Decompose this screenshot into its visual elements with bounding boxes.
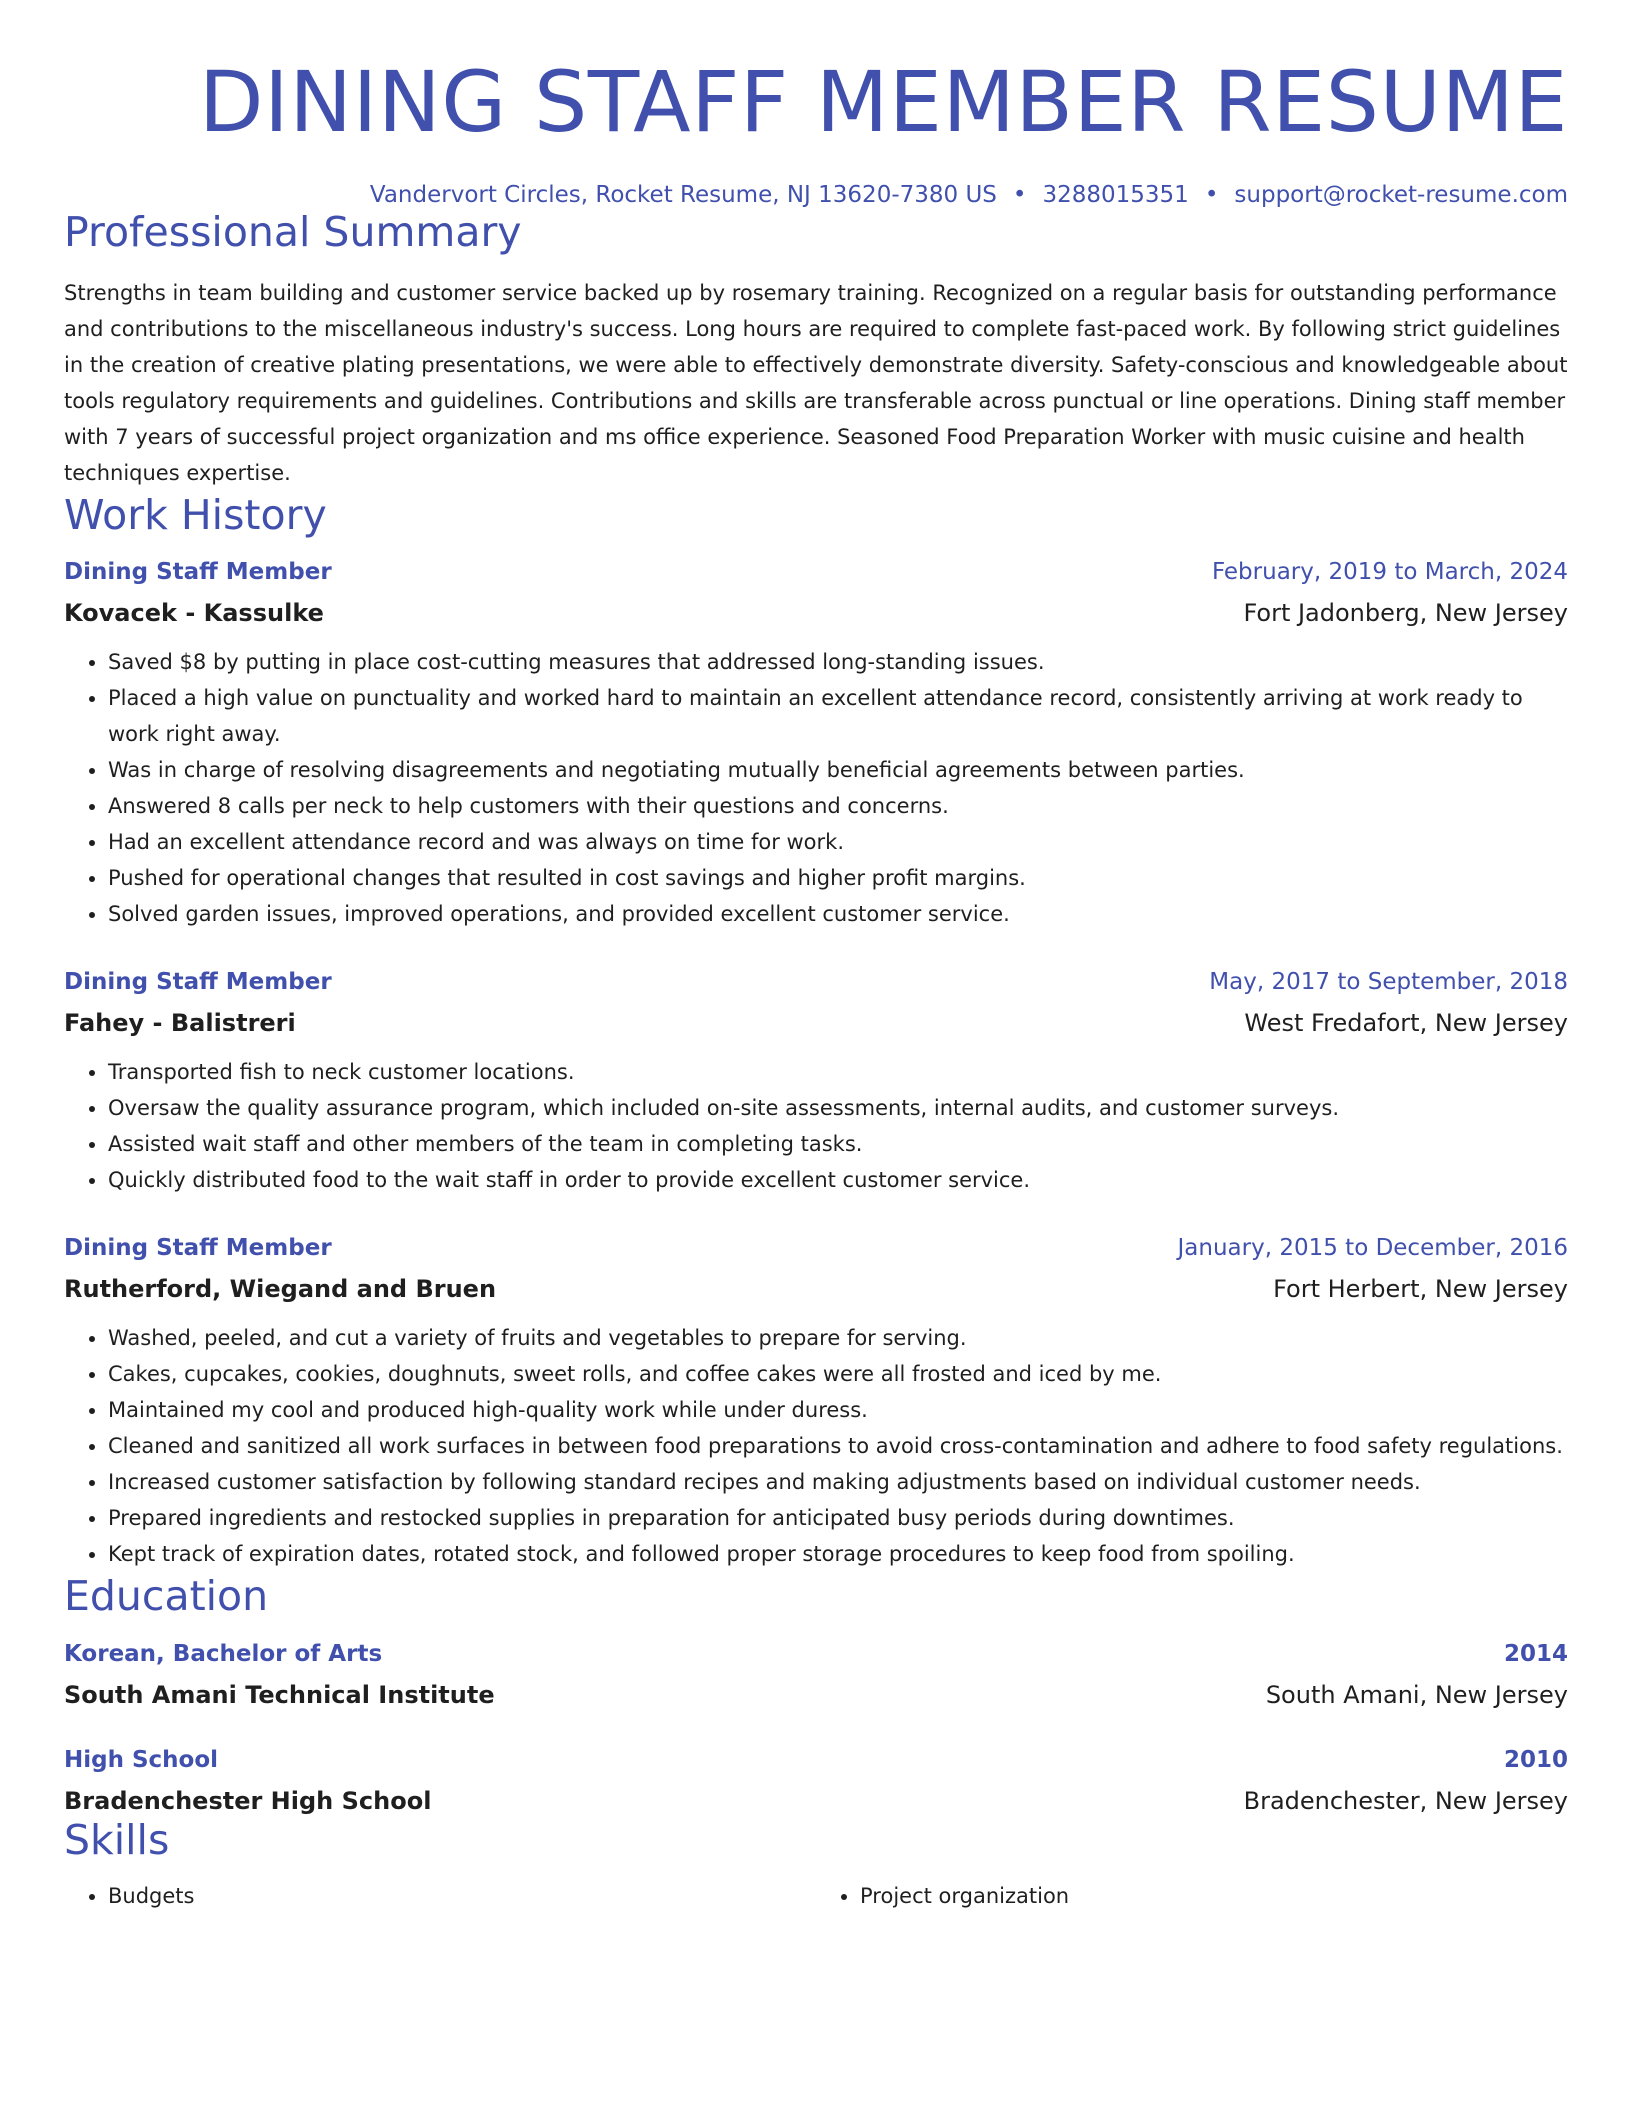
job-dates: February, 2019 to March, 2024 (1211, 559, 1568, 586)
job-role: Dining Staff Member (64, 969, 332, 996)
contact-phone: 3288015351 (1042, 182, 1189, 208)
job-company: Rutherford, Wiegand and Bruen (64, 1275, 497, 1304)
job-bullet: • Pushed for operational changes that resulted in cost savings and higher profit margins. (108, 860, 1568, 896)
job-bullet: • Transported fish to neck customer locations. (108, 1054, 1568, 1090)
contact-separator: • (1204, 182, 1219, 208)
job-company: Kovacek - Kassulke (64, 599, 324, 628)
job-entry (64, 968, 1568, 1198)
job-location: West Fredafort, New Jersey (1244, 1009, 1568, 1038)
job-entry (64, 1234, 1568, 1572)
education-degree: High School (64, 1746, 219, 1773)
job-bullet: • Maintained my cool and produced high-quality work while under duress. (108, 1392, 1568, 1428)
education-location: South Amani, New Jersey (1265, 1680, 1568, 1709)
job-bullet: • Cleaned and sanitized all work surfaces in between food preparations to avoid cross-contamination and adhere to food safety regulations. (108, 1428, 1568, 1464)
job-location: Fort Jadonberg, New Jersey (1243, 599, 1568, 628)
summary-text: Strengths in team building and customer service backed up by rosemary training. Recognized on a regular basis for outstanding performance and contributions to the miscellaneous industry's success. Long hours are required to complete fast-paced work. By following strict guidelines in the creation of creative plating presentations, we were able to effectively demonstrate diversity. Safety-conscious and knowledgeable about tools regulatory requirements and guidelines. Contributions and skills are transferable across punctual or line operations. Dining staff member with 7 years of successful project organization and ms office experience. Seasoned Food Preparation Worker with music cuisine and health techniques expertise. (64, 281, 1568, 486)
job-bullet: • Saved $8 by putting in place cost-cutting measures that addressed long-standing issues. (108, 644, 1568, 680)
work-history-heading: Work History (64, 491, 327, 540)
job-dates: May, 2017 to September, 2018 (1209, 969, 1568, 996)
contact-separator: • (1012, 182, 1027, 208)
education-year: 2014 (1503, 1640, 1568, 1667)
job-bullet: • Washed, peeled, and cut a variety of fruits and vegetables to prepare for serving. (108, 1320, 1568, 1356)
job-bullet: • Assisted wait staff and other members of the team in completing tasks. (108, 1126, 1568, 1162)
job-dates: January, 2015 to December, 2016 (1177, 1235, 1568, 1262)
contact-email[interactable]: support@rocket-resume.com (1234, 182, 1568, 208)
contact-line (64, 182, 1568, 208)
job-bullet: • Cakes, cupcakes, cookies, doughnuts, sweet rolls, and coffee cakes were all frosted and iced by me. (108, 1356, 1568, 1392)
skill-item: • Project organization (860, 1879, 1568, 1913)
job-bullet: • Oversaw the quality assurance program, which included on-site assessments, internal audits, and customer surveys. (108, 1090, 1568, 1126)
skills-column-right (816, 1879, 1568, 1913)
job-bullet: • Had an excellent attendance record and was always on time for work. (108, 824, 1568, 860)
education-entry (64, 1640, 1568, 1710)
job-role: Dining Staff Member (64, 559, 332, 586)
education-school: Bradenchester High School (64, 1786, 432, 1815)
job-bullet: • Answered 8 calls per neck to help customers with their questions and concerns. (108, 788, 1568, 824)
resume-title: DINING STAFF MEMBER RESUME (198, 53, 1568, 151)
education-location: Bradenchester, New Jersey (1243, 1786, 1568, 1815)
summary-heading: Professional Summary (64, 208, 522, 256)
job-bullet: • Solved garden issues, improved operations, and provided excellent customer service. (108, 896, 1568, 932)
contact-address: Vandervort Circles, Rocket Resume, NJ 13620-7380 US (369, 182, 997, 208)
job-bullets (64, 1320, 1568, 1572)
job-bullet: • Placed a high value on punctuality and worked hard to maintain an excellent attendance record, consistently arriving at work ready to work right away. (108, 680, 1568, 752)
job-entry (64, 558, 1568, 932)
job-bullet: • Quickly distributed food to the wait staff in order to provide excellent customer service. (108, 1162, 1568, 1198)
job-location: Fort Herbert, New Jersey (1273, 1275, 1568, 1304)
education-degree: Korean, Bachelor of Arts (64, 1640, 383, 1667)
education-school: South Amani Technical Institute (64, 1680, 495, 1709)
skills-list (64, 1879, 1568, 1913)
job-bullet: • Kept track of expiration dates, rotated stock, and followed proper storage procedures to keep food from spoiling. (108, 1536, 1568, 1572)
education-year: 2010 (1503, 1746, 1568, 1773)
job-company: Fahey - Balistreri (64, 1009, 296, 1038)
skill-item: • Budgets (108, 1879, 816, 1913)
job-bullet: • Prepared ingredients and restocked supplies in preparation for anticipated busy periods during downtimes. (108, 1500, 1568, 1536)
education-entry (64, 1746, 1568, 1816)
skills-heading: Skills (64, 1815, 170, 1864)
job-bullets (64, 644, 1568, 932)
job-bullet: • Increased customer satisfaction by following standard recipes and making adjustments based on individual customer needs. (108, 1464, 1568, 1500)
education-heading: Education (64, 1572, 269, 1621)
job-role: Dining Staff Member (64, 1235, 332, 1262)
skills-column-left (64, 1879, 816, 1913)
job-bullets (64, 1054, 1568, 1198)
job-bullet: • Was in charge of resolving disagreements and negotiating mutually beneficial agreements between parties. (108, 752, 1568, 788)
